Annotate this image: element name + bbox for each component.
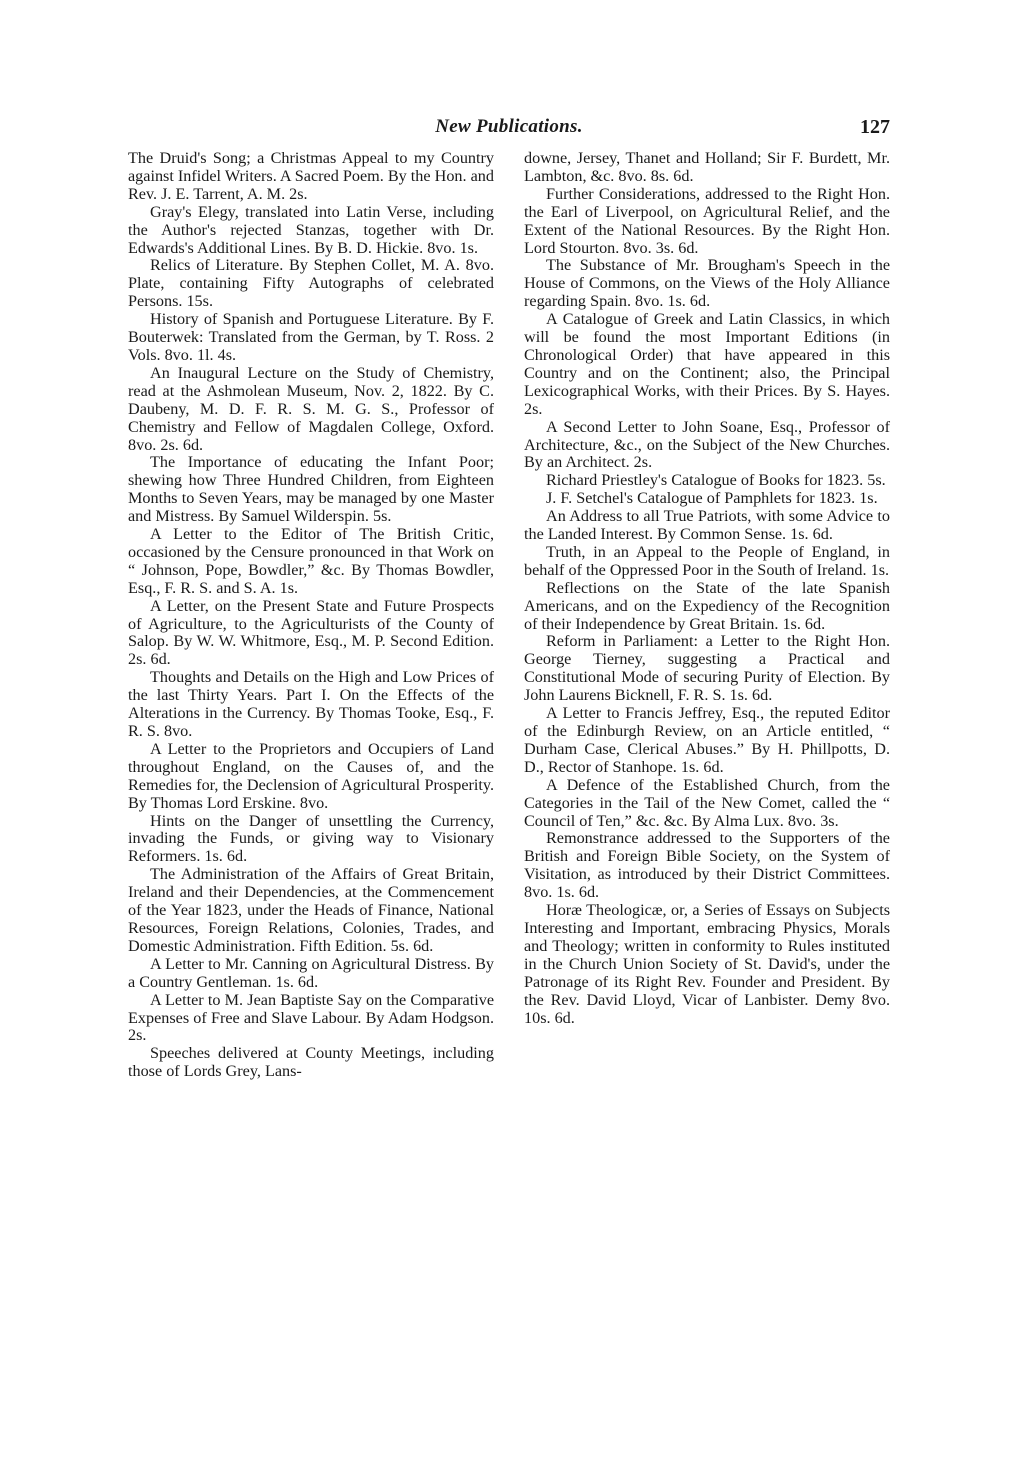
listing-entry: A Letter, on the Present State and Future Prospects of Agriculture, to the Agriculturists of the County of Salop. By W. W. Whitmore, Esq., M. P. Second Edition. 2s. 6d.: [128, 596, 494, 669]
page-number: 127: [860, 116, 890, 138]
listing-entry: downe, Jersey, Thanet and Holland; Sir F. Burdett, Mr. Lambton, &c. 8vo. 8s. 6d.: [524, 149, 890, 185]
left-column: [128, 150, 494, 1081]
listing-entry: A Letter to Francis Jeffrey, Esq., the reputed Editor of the Edinburgh Review, on an Article entitled, “ Durham Case, Clerical Abuses.” By H. Phillpotts, D. D., Rector of Stanhope. 1s. 6d.: [524, 704, 890, 776]
page-header: [128, 116, 890, 142]
listing-entry: A Letter to the Editor of The British Critic, occasioned by the Censure pronounced in that Work on “ Johnson, Pope, Bowdler,” &c. By Thomas Bowdler, Esq., F. R. S. and S. A. 1s.: [128, 525, 494, 597]
right-column: [524, 150, 890, 1027]
listing-entry: Further Considerations, addressed to the Right Hon. the Earl of Liverpool, on Agricultural Relief, and the Extent of the National Resources. By the Right Hon. Lord Stourton. 8vo. 3s. 6d.: [524, 184, 890, 257]
listing-entry: Hints on the Danger of unsettling the Currency, invading the Funds, or giving way to Visionary Reformers. 1s. 6d.: [128, 811, 494, 866]
listing-entry: An Inaugural Lecture on the Study of Chemistry, read at the Ashmolean Museum, Nov. 2, 1822. By C. Daubeny, M. D. F. R. S. M. G. S., Professor of Chemistry and Fellow of Magdalen College, Oxford. 8vo. 2s. 6d.: [128, 363, 494, 454]
listing-entry: J. F. Setchel's Catalogue of Pamphlets for 1823. 1s.: [546, 489, 878, 508]
listing-entry: A Letter to Mr. Canning on Agricultural Distress. By a Country Gentleman. 1s. 6d.: [128, 954, 494, 991]
running-title: New Publications.: [435, 116, 583, 137]
listing-entry: A Letter to the Proprietors and Occupiers of Land throughout England, on the Causes of, and the Remedies for, the Declension of Agricultural Prosperity. By Thomas Lord Erskine. 8vo.: [128, 739, 494, 812]
listing-entry: The Administration of the Affairs of Great Britain, Ireland and their Dependencies, at the Commencement of the Year 1823, under the Heads of Finance, National Resources, Foreign Relations, Colonies, Trades, and Domestic Administration. Fifth Edition. 5s. 6d.: [128, 865, 494, 955]
listing-entry: The Importance of educating the Infant Poor; shewing how Three Hundred Children, from Eighteen Months to Seven Years, may be managed by one Master and Mistress. By Samuel Wilderspin. 5s.: [128, 453, 494, 526]
listing-entry: A Letter to M. Jean Baptiste Say on the Comparative Expenses of Free and Slave Labour. By Adam Hodgson. 2s.: [128, 990, 494, 1045]
listing-entry: The Substance of Mr. Brougham's Speech in the House of Commons, on the Views of the Holy Alliance regarding Spain. 8vo. 1s. 6d.: [524, 256, 890, 311]
listing-entry: History of Spanish and Portuguese Literature. By F. Bouterwek: Translated from the German, by T. Ross. 2 Vols. 8vo. 1l. 4s.: [128, 310, 494, 364]
listing-entry: The Druid's Song; a Christmas Appeal to my Country against Infidel Writers. A Sacred Poem. By the Hon. and Rev. J. E. Tarrent, A. M. 2s.: [128, 149, 494, 203]
listing-entry: Reflections on the State of the late Spanish Americans, and on the Expediency of the Recognition of their Independence by Great Britain. 1s. 6d.: [524, 578, 890, 633]
listing-entry: Thoughts and Details on the High and Low Prices of the last Thirty Years. Part I. On the Effects of the Alterations in the Currency. By Thomas Tooke, Esq., F. R. S. 8vo.: [128, 668, 494, 740]
listing-entry: Gray's Elegy, translated into Latin Verse, including the Author's rejected Stanzas, together with Dr. Edwards's Additional Lines. By B. D. Hickie. 8vo. 1s.: [128, 202, 494, 257]
listing-entry: Richard Priestley's Catalogue of Books for 1823. 5s.: [546, 471, 886, 490]
listing-entry: Truth, in an Appeal to the People of England, in behalf of the Oppressed Poor in the South of Ireland. 1s.: [524, 542, 890, 579]
listing-entry: Speeches delivered at County Meetings, including those of Lords Grey, Lans-: [128, 1044, 494, 1081]
listing-entry: A Second Letter to John Soane, Esq., Professor of Architecture, &c., on the Subject of the New Churches. By an Architect. 2s.: [524, 417, 890, 472]
listing-entry: A Defence of the Established Church, from the Categories in the Tail of the New Comet, called the “ Council of Ten,” &c. &c. By Alma Lux. 8vo. 3s.: [524, 775, 890, 830]
listing-entry: Relics of Literature. By Stephen Collet, M. A. 8vo. Plate, containing Fifty Autographs of celebrated Persons. 15s.: [128, 256, 494, 311]
listing-entry: Horæ Theologicæ, or, a Series of Essays on Subjects Interesting and Important, embracing Physics, Morals and Theology; written in conformity to Rules instituted in the Church Union Society of St. David's, under the Patronage of its Right Rev. Founder and President. By the Rev. David Lloyd, Vicar of Lanbister. Demy 8vo. 10s. 6d.: [524, 901, 890, 1027]
listing-entry: A Catalogue of Greek and Latin Classics, in which will be found the most Important Editions (in Chronological Order) that have appeared in this Country and on the Continent; also, the Principal Lexicographical Works, with their Prices. By S. Hayes. 2s.: [524, 310, 890, 418]
listing-entry: An Address to all True Patriots, with some Advice to the Landed Interest. By Common Sense. 1s. 6d.: [524, 507, 890, 544]
listing-entry: Remonstrance addressed to the Supporters of the British and Foreign Bible Society, on the System of Visitation, as introduced by their District Committees. 8vo. 1s. 6d.: [524, 829, 890, 902]
listing-entry: Reform in Parliament: a Letter to the Right Hon. George Tierney, suggesting a Practical and Constitutional Mode of securing Purity of Election. By John Laurens Bicknell, F. R. S. 1s. 6d.: [524, 632, 890, 705]
